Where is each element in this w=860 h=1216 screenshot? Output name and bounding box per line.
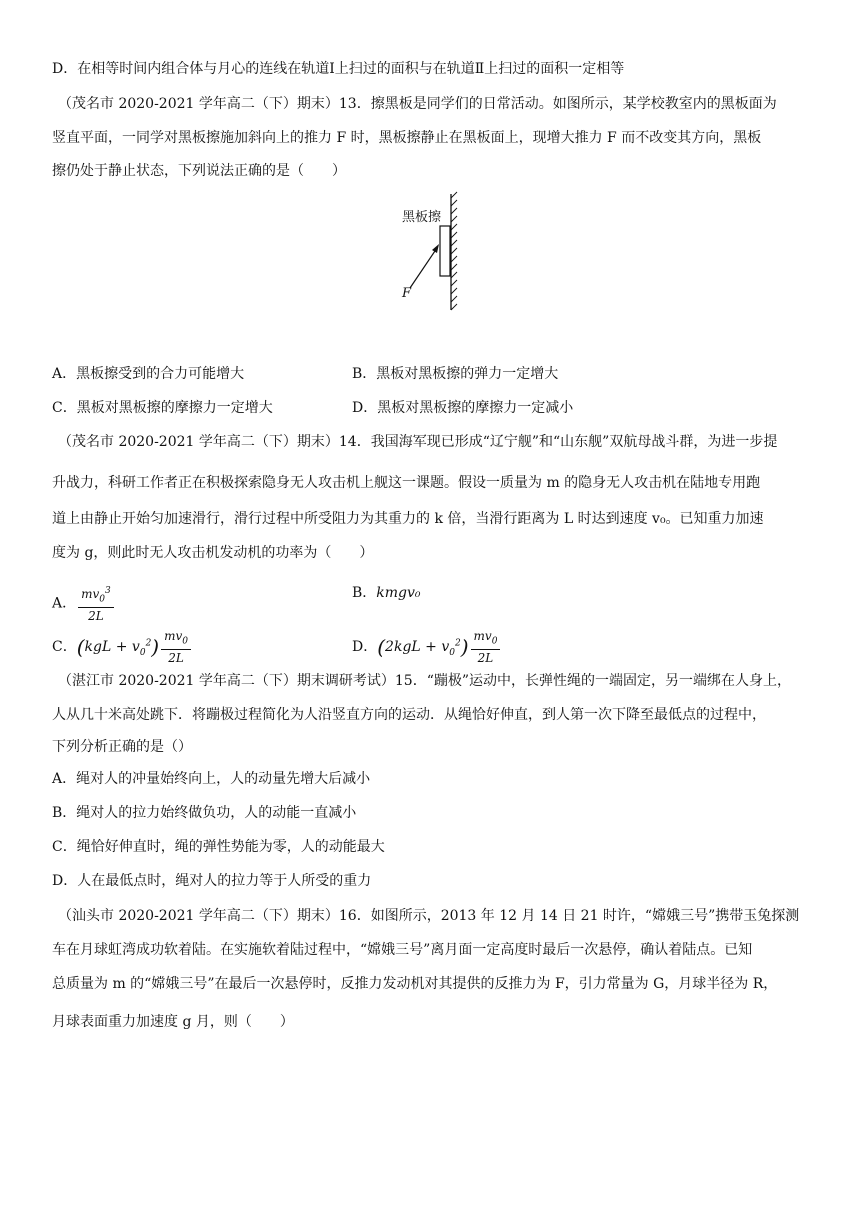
- q13-option-b: B．黑板对黑板擦的弹力一定增大: [352, 366, 559, 382]
- q15-option-b: B．绳对人的拉力始终做负功，人的动能一直减小: [52, 805, 357, 821]
- q15-stem-line-3: 下列分析正确的是（）: [52, 739, 192, 755]
- q16-stem-line-1: （汕头市 2020-2021 学年高二（下）期末）16．如图所示，2013 年 12 月 14 日 21 时许，“嫦娥三号”携带玉兔探测: [58, 908, 800, 924]
- q14-stem-line-4: 度为 g，则此时无人攻击机发动机的功率为（ ）: [52, 545, 374, 561]
- q13-option-a: A．黑板擦受到的合力可能增大: [52, 366, 245, 382]
- q15-stem-line-1: （湛江市 2020-2021 学年高二（下）期末调研考试）15．“蹦极”运动中，长弹性绳的一端固定，另一端绑在人身上，: [58, 673, 792, 689]
- q14-stem-line-3: 道上由静止开始匀加速滑行，滑行过程中所受阻力为其重力的 k 倍，当滑行距离为 L 时达到速度 v₀。已知重力加速: [52, 511, 764, 527]
- q14-option-a: A． $\frac{mv_0^3}{2L}$: [52, 583, 116, 624]
- q14-option-b-expr: kmgv₀: [376, 585, 421, 601]
- q15-option-c: C．绳恰好伸直时，绳的弹性势能为零，人的动能最大: [52, 839, 385, 855]
- q14-stem-line-2: 升战力，科研工作者正在积极探索隐身无人攻击机上舰这一课题。假设一质量为 m 的隐身无人攻击机在陆地专用跑: [52, 475, 761, 491]
- q13-stem-line-1: （茂名市 2020-2021 学年高二（下）期末）13．擦黑板是同学们的日常活动。如图所示，某学校教室内的黑板面为: [58, 96, 777, 112]
- blackboard-eraser-figure: [380, 190, 500, 320]
- q15-option-d: D．人在最低点时，绳对人的拉力等于人所受的重力: [52, 873, 372, 889]
- q12-option-d: D．在相等时间内组合体与月心的连线在轨道Ⅰ上扫过的面积与在轨道Ⅱ上扫过的面积一定相等: [52, 61, 625, 77]
- q14-stem-line-1: （茂名市 2020-2021 学年高二（下）期末）14．我国海军现已形成“辽宁舰”和“山东舰”双航母战斗群，为进一步提: [58, 434, 778, 450]
- q13-stem-line-2: 竖直平面，一同学对黑板擦施加斜向上的推力 F 时，黑板擦静止在黑板面上，现增大推力 F 而不改变其方向，黑板: [52, 130, 762, 146]
- q16-stem-line-3: 总质量为 m 的“嫦娥三号”在最后一次悬停时，反推力发动机对其提供的反推力为 F，引力常量为 G，月球半径为 R，: [52, 976, 778, 992]
- force-label: F: [402, 286, 412, 301]
- q13-option-c: C．黑板对黑板擦的摩擦力一定增大: [52, 400, 273, 416]
- q16-stem-line-2: 车在月球虹湾成功软着陆。在实施软着陆过程中，“嫦娥三号”离月面一定高度时最后一次悬停，确认着陆点。已知: [52, 942, 753, 958]
- eraser-label: 黑板擦: [402, 210, 442, 225]
- q15-stem-line-2: 人从几十米高处跳下．将蹦极过程简化为人沿竖直方向的运动．从绳恰好伸直，到人第一次下降至最低点的过程中，: [52, 707, 766, 723]
- q13-option-d: D．黑板对黑板擦的摩擦力一定减小: [352, 400, 574, 416]
- q14-option-d: D．$(2kgL + v_0^2)$ $\frac{mv_0}{2L}$: [352, 628, 502, 666]
- q13-stem-line-3: 擦仍处于静止状态，下列说法正确的是（ ）: [52, 163, 346, 179]
- q15-option-a: A．绳对人的冲量始终向上，人的动量先增大后减小: [52, 771, 371, 787]
- q14-option-c: C．$(kgL + v_0^2)$ $\frac{mv_0}{2L}$: [52, 628, 193, 666]
- q14-option-b: B．kmgv₀: [352, 585, 421, 601]
- q16-stem-line-4: 月球表面重力加速度 g 月，则（ ）: [52, 1014, 294, 1030]
